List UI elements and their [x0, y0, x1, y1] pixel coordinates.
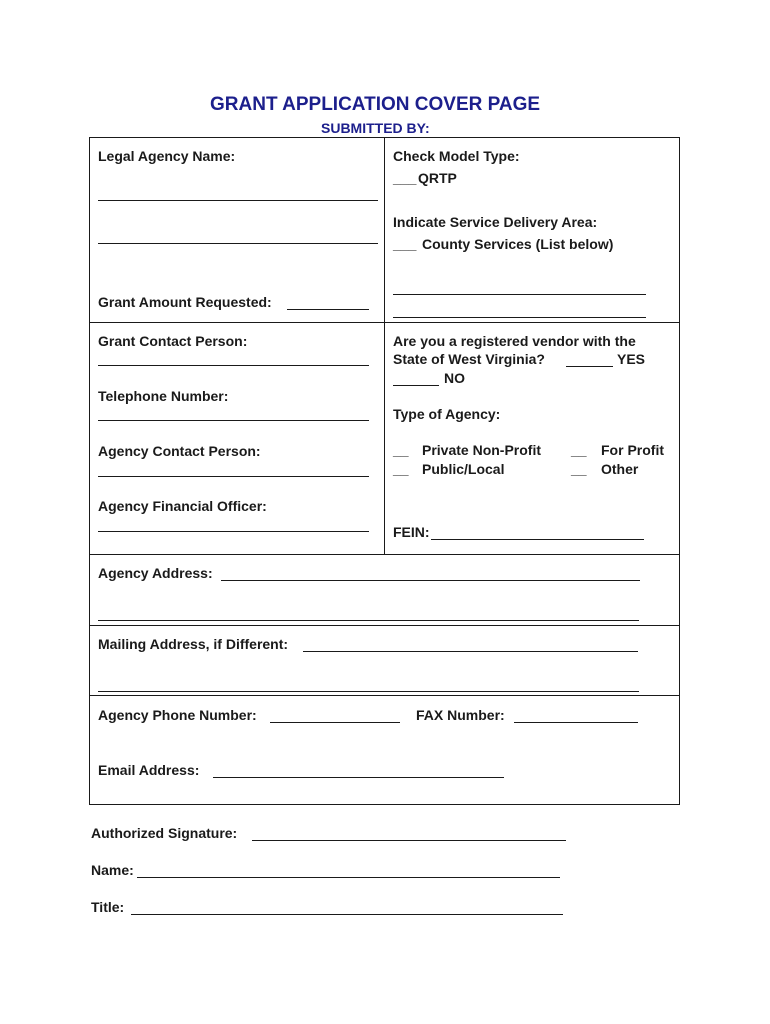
authorized-signature-label: Authorized Signature:: [91, 825, 238, 841]
county-list-field-2[interactable]: [393, 317, 646, 318]
grant-amount-field[interactable]: [287, 309, 369, 310]
page-subtitle: SUBMITTED BY:: [321, 120, 430, 136]
vendor-question-line2: State of West Virginia?: [393, 351, 545, 367]
agency-phone-label: Agency Phone Number:: [98, 707, 257, 723]
telephone-label: Telephone Number:: [98, 388, 229, 404]
mailing-address-field-1[interactable]: [303, 651, 638, 652]
agency-phone-field[interactable]: [270, 722, 400, 723]
mailing-address-field-2[interactable]: [98, 691, 639, 692]
county-list-field-1[interactable]: [393, 294, 646, 295]
name-field[interactable]: [137, 877, 560, 878]
telephone-field[interactable]: [98, 420, 369, 421]
form-box-right-border: [679, 137, 680, 805]
page-title: GRANT APPLICATION COVER PAGE: [210, 94, 541, 115]
section-divider: [89, 554, 680, 555]
agency-contact-label: Agency Contact Person:: [98, 443, 261, 459]
fein-label: FEIN:: [393, 524, 430, 540]
legal-agency-name-field-2[interactable]: [98, 243, 378, 244]
vendor-no-label: NO: [444, 370, 465, 386]
section-divider: [89, 322, 680, 323]
vendor-question-line1: Are you a registered vendor with the: [393, 333, 636, 349]
form-box-left-border: [89, 137, 90, 805]
county-services-blank[interactable]: ___: [393, 236, 417, 252]
agency-type-other: Other: [601, 461, 639, 477]
fein-field[interactable]: [431, 539, 644, 540]
mailing-address-label: Mailing Address, if Different:: [98, 636, 289, 652]
agency-type-for-profit: For Profit: [601, 442, 664, 458]
agency-type-public-local: Public/Local: [422, 461, 505, 477]
agency-type-blank[interactable]: __: [571, 461, 587, 477]
fax-number-field[interactable]: [514, 722, 638, 723]
service-area-label: Indicate Service Delivery Area:: [393, 214, 598, 230]
model-option-label: QRTP: [418, 170, 457, 186]
section-divider: [89, 695, 680, 696]
vendor-yes-blank[interactable]: [566, 366, 613, 367]
grant-amount-label: Grant Amount Requested:: [98, 294, 272, 310]
grant-contact-field[interactable]: [98, 365, 369, 366]
agency-type-blank[interactable]: __: [393, 461, 409, 477]
type-of-agency-label: Type of Agency:: [393, 406, 501, 422]
name-label: Name:: [91, 862, 134, 878]
title-field[interactable]: [131, 914, 563, 915]
agency-address-label: Agency Address:: [98, 565, 213, 581]
authorized-signature-field[interactable]: [252, 840, 566, 841]
check-model-type-label: Check Model Type:: [393, 148, 520, 164]
legal-agency-name-label: Legal Agency Name:: [98, 148, 236, 164]
vendor-no-blank[interactable]: [393, 385, 439, 386]
agency-type-blank[interactable]: __: [393, 442, 409, 458]
form-box-bottom-border: [89, 804, 680, 805]
agency-type-blank[interactable]: __: [571, 442, 587, 458]
model-option-blank[interactable]: ___: [393, 170, 417, 186]
legal-agency-name-field-1[interactable]: [98, 200, 378, 201]
column-divider: [384, 137, 385, 554]
fax-number-label: FAX Number:: [416, 707, 505, 723]
vendor-yes-label: YES: [617, 351, 646, 367]
financial-officer-field[interactable]: [98, 531, 369, 532]
agency-address-field-2[interactable]: [98, 620, 639, 621]
financial-officer-label: Agency Financial Officer:: [98, 498, 267, 514]
email-address-field[interactable]: [213, 777, 504, 778]
agency-address-field-1[interactable]: [221, 580, 640, 581]
agency-contact-field[interactable]: [98, 476, 369, 477]
county-services-label: County Services (List below): [422, 236, 614, 252]
grant-contact-label: Grant Contact Person:: [98, 333, 248, 349]
section-divider: [89, 625, 680, 626]
email-address-label: Email Address:: [98, 762, 200, 778]
title-label: Title:: [91, 899, 125, 915]
agency-type-private-nonprofit: Private Non-Profit: [422, 442, 542, 458]
